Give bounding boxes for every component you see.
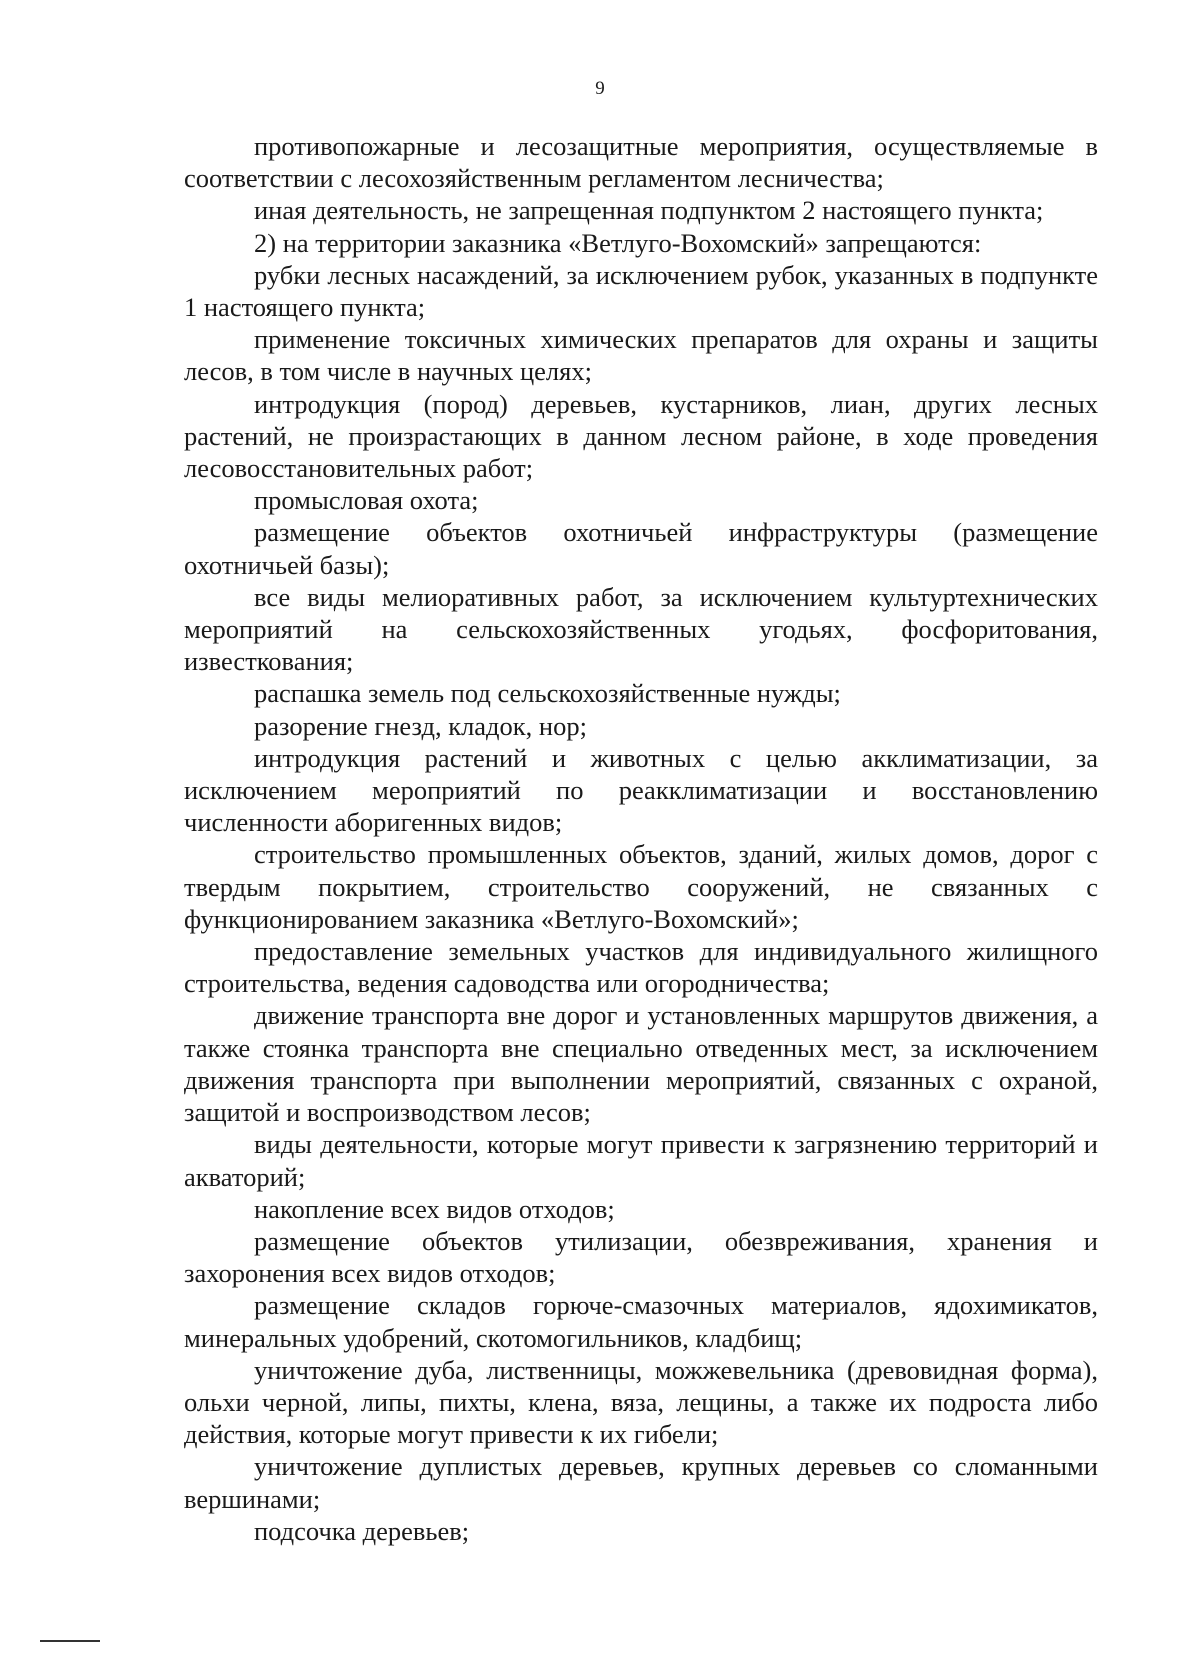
- paragraph: интродукция растений и животных с целью акклиматизации, за исключением мероприятий по реакклиматизации и восстановлению численности аборигенных видов;: [184, 742, 1098, 838]
- scan-margin-mark: [40, 1640, 100, 1642]
- paragraph: интродукция (пород) деревьев, кустарников, лиан, других лесных растений, не произрастающих в данном лесном районе, в ходе проведения лесовосстановительных работ;: [184, 388, 1098, 484]
- paragraph: накопление всех видов отходов;: [254, 1193, 615, 1224]
- paragraph: подсочка деревьев;: [254, 1515, 470, 1546]
- page-number: 9: [595, 78, 605, 99]
- paragraph: разорение гнезд, кладок, нор;: [254, 710, 587, 741]
- paragraph: виды деятельности, которые могут привести к загрязнению территорий и акваторий;: [184, 1129, 1098, 1192]
- paragraph: иная деятельность, не запрещенная подпунктом 2 настоящего пункта;: [254, 195, 1044, 226]
- paragraph: уничтожение дуплистых деревьев, крупных деревьев со сломанными вершинами;: [184, 1451, 1098, 1514]
- paragraph: предоставление земельных участков для индивидуального жилищного строительства, ведения садоводства или огородничества;: [184, 936, 1098, 999]
- paragraph: все виды мелиоративных работ, за исключением культуртехнических мероприятий на сельскохозяйственных угодьях, фосфоритования, известкования;: [184, 581, 1098, 677]
- paragraph: рубки лесных насаждений, за исключением рубок, указанных в подпункте 1 настоящего пункта;: [184, 259, 1098, 323]
- paragraph: уничтожение дуба, лиственницы, можжевельника (древовидная форма), ольхи черной, липы, пихты, клена, вяза, лещины, а также их подроста либо действия, которые могут привести к их гибели;: [184, 1354, 1098, 1450]
- paragraph: размещение объектов утилизации, обезвреживания, хранения и захоронения всех видов отходов;: [184, 1225, 1098, 1289]
- paragraph: применение токсичных химических препаратов для охраны и защиты лесов, в том числе в научных целях;: [184, 324, 1098, 387]
- paragraph: противопожарные и лесозащитные мероприятия, осуществляемые в соответствии с лесохозяйственным регламентом лесничества;: [184, 131, 1098, 194]
- document-body: [184, 130, 1098, 1547]
- paragraph: строительство промышленных объектов, зданий, жилых домов, дорог с твердым покрытием, строительство сооружений, не связанных с функционированием заказника «Ветлуго-Вохомский»;: [184, 839, 1098, 934]
- paragraph: размещение объектов охотничьей инфраструктуры (размещение охотничьей базы);: [184, 517, 1098, 580]
- paragraph: 2) на территории заказника «Ветлуго-Вохомский» запрещаются:: [254, 227, 982, 258]
- paragraph: распашка земель под сельскохозяйственные нужды;: [254, 678, 841, 709]
- paragraph: движение транспорта вне дорог и установленных маршрутов движения, а также стоянка транспорта вне специально отведенных мест, за исключением движения транспорта при выполнении мероприятий, связанных с охраной, защитой и воспроизводством лесов;: [184, 1000, 1098, 1128]
- paragraph: размещение складов горюче-смазочных материалов, ядохимикатов, минеральных удобрений, скотомогильников, кладбищ;: [184, 1290, 1098, 1353]
- paragraph: промысловая охота;: [254, 485, 479, 516]
